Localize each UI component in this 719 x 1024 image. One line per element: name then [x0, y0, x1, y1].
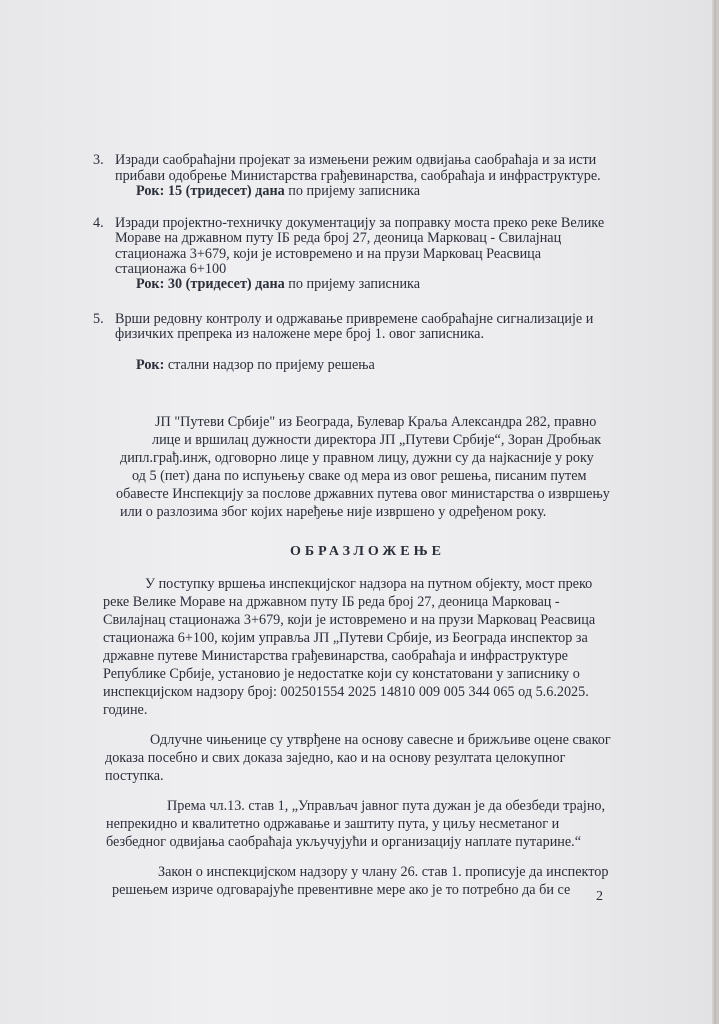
item-number: 3. [93, 152, 104, 168]
deadline-rest: по пријему записника [288, 276, 421, 292]
deadline-value: 30 (тридесет) дана [167, 276, 285, 292]
page-edge [712, 0, 716, 1024]
deadline-label: Рок: [136, 357, 165, 373]
deadline-value: 15 (тридесет) дана [167, 183, 285, 199]
paragraph-line: државне путеве Министарства грађевинарства, саобраћаја и инфраструктуре [103, 648, 568, 664]
deadline-rest: стални надзор по пријему решења [167, 357, 375, 373]
page-number: 2 [596, 889, 603, 904]
item-line: стационажа 6+100 [115, 261, 227, 277]
item-line: физичких препрека из наложене мере број 1. овог записника. [115, 326, 485, 342]
paragraph-line: дипл.грађ.инж, одговорно лице у правном лицу, дужни су да најкасније у року [120, 450, 594, 466]
paragraph-line: Према чл.13. став 1, „Управљач јавног пута дужан је да обезбеди трајно, [167, 798, 606, 814]
paragraph-line: реке Велике Мораве на државном путу IБ реда број 27, деоница Марковац - [103, 594, 560, 610]
item-line: Изради пројектно-техничку документацију за поправку моста преко реке Велике [115, 215, 605, 231]
item-number: 5. [93, 311, 104, 327]
paragraph-line: Одлучне чињенице су утврђене на основу савесне и брижљиве оцене сваког [150, 732, 611, 748]
deadline-line [136, 183, 420, 200]
paragraph-line: доказа посебно и свих доказа заједно, као и на основу резултата целокупног [105, 750, 566, 766]
paragraph-line: Републике Србије, установио је недостатке који су констатовани у записнику о [103, 666, 580, 682]
item-line: Врши редовну контролу и одржавање привремене саобраћајне сигнализације и [115, 311, 594, 327]
paragraph-line: или о разлозима због којих наређење није извршено у одређеном року. [120, 504, 547, 520]
paragraph-line: поступка. [105, 768, 164, 784]
paragraph-line: инспекцијском надзору број: 002501554 2025 14810 009 005 344 065 од 5.6.2025. [103, 684, 589, 700]
paragraph-line: стационажа 6+100, којим управља ЈП „Путеви Србије, из Београда инспектор за [103, 630, 588, 646]
deadline-label: Рок: [136, 183, 165, 199]
paragraph-line: од 5 (пет) дана по испуњењу сваке од мера из овог решења, писаним путем [132, 468, 587, 484]
paragraph-line: непрекидно и квалитетно одржавање и заштиту пута, у циљу несметаног и [106, 816, 560, 832]
section-heading: ОБРАЗЛОЖЕЊЕ [290, 544, 445, 559]
item-line: Изради саобраћајни пројекат за измењени режим одвијања саобраћаја и за исти [115, 152, 597, 168]
item-line: прибави одобрење Министарства грађевинарства, саобраћаја и инфраструктуре. [115, 168, 601, 184]
deadline-rest: по пријему записника [288, 183, 421, 199]
deadline-line [136, 357, 375, 374]
paragraph-line: ЈП "Путеви Србије" из Београда, Булевар Краља Александра 282, правно [155, 414, 597, 430]
paragraph-line: Закон о инспекцијском надзору у члану 26. став 1. прописује да инспектор [158, 864, 609, 880]
paragraph-line: лице и вршилац дужности директора ЈП „Путеви Србије“, Зоран Дробњак [152, 432, 602, 448]
paragraph-line: безбедног одвијања саобраћаја укључујући и организацију наплате путарине.“ [106, 834, 582, 850]
deadline-label: Рок: [136, 276, 165, 292]
paragraph-line: Свилајнац стационажа 3+679, који је истовремено и на прузи Марковац Реасвица [103, 612, 596, 628]
item-line: Мораве на државном путу IБ реда број 27, деоница Марковац - Свилајнац [115, 230, 562, 246]
item-number: 4. [93, 215, 104, 231]
paragraph-line: обавесте Инспекцију за послове државних путева овог министарства о извршењу [116, 486, 610, 502]
deadline-line [136, 276, 420, 293]
item-line: стационажа 3+679, који је истовремено и на прузи Марковац Реасвица [115, 246, 542, 262]
paragraph-line: решењем изриче одговарајуће превентивне мере ако је то потребно да би се [112, 882, 571, 898]
paragraph-line: У поступку вршења инспекцијског надзора на путном објекту, мост преко [145, 576, 593, 592]
paragraph-line: године. [103, 702, 148, 718]
